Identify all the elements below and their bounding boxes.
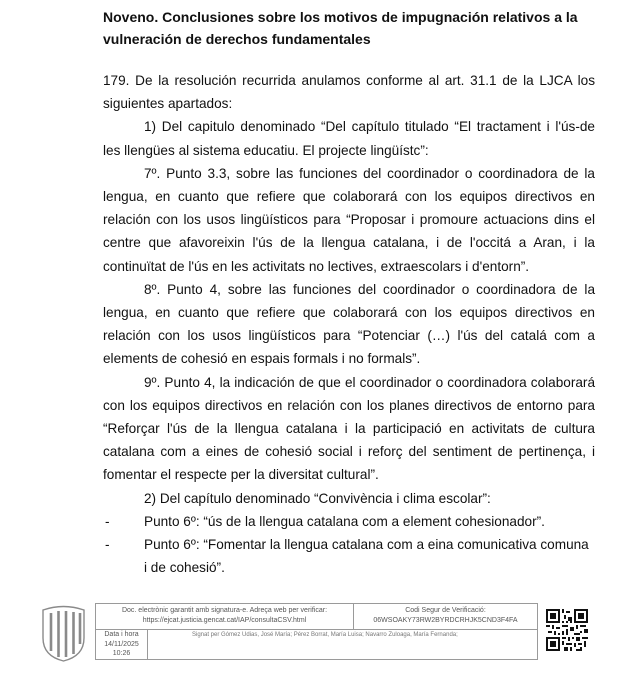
heading-line-2: vulneración de derechos fundamentales — [103, 31, 371, 47]
time-value: 10:26 — [112, 650, 131, 657]
bullet-dash: - — [105, 537, 110, 553]
document-body — [103, 69, 595, 579]
section-heading — [103, 6, 603, 50]
bullet-item — [103, 533, 595, 579]
paragraph-item-9: 9º. Punto 4, la indicación de que el coordinador o coordinadora colaborará con los equipos directivos en relación con los planes directivos de entorno para “Reforçar l'ús de la llengua catalana i la participació en activitats de cultura catalana com a eines de cohesió social i reforç del sentiment de pertinença, i fomentar el respecte per la diversitat cultural”. — [103, 374, 595, 483]
verification-code-label: Codi Segur de Verificació: — [405, 607, 486, 614]
paragraph-item-2: 2) Del capítulo denominado “Convivència i clima escolar”: — [144, 490, 491, 506]
bullet-text: Punto 6º: “Fomentar la llengua catalana com a eina comunicativa comuna i de cohesió”. — [144, 537, 589, 576]
signature-footer — [95, 603, 538, 660]
paragraph-item-7: 7º. Punto 3.3, sobre las funciones del coordinador o coordinadora de la lengua, en cuanto que refiere que colaborará con los equipos directivos en relación con los usos lingüísticos para “Proposar i promoure actuacions dins el centre que afavoreixin l'ús de la llengua catalana, i de l'occitá a Aran, i la continuïtat de l'ús en les activitats no lectives, extraescolars i d'entorn”. — [103, 165, 595, 274]
paragraph-179: 179. De la resolución recurrida anulamos conforme al art. 31.1 de la LJCA los siguientes apartados: — [103, 73, 595, 112]
qr-code-icon — [546, 609, 588, 651]
paragraph-item-1: 1) Del capitulo denominado “Del capítulo titulado “El tractament i l'ús-de les llengües al sistema educatiu. El projecte lingüístc”: — [103, 119, 595, 158]
verification-code-value: 06WSOAKY73RW2BYRDCRHJK5CND3F4FA — [373, 617, 518, 624]
verification-address-cell — [96, 604, 354, 629]
date-time-cell — [96, 629, 148, 659]
verification-url[interactable]: https://ejcat.justicia.gencat.cat/IAP/consultaCSV.html — [142, 617, 307, 624]
paragraph-item-8: 8º. Punto 4, sobre las funciones del coordinador o coordinadora de la lengua, en cuanto que refiere que colaborará con los equipos directivos en relación con los usos lingüísticos para “Potenciar (…) l'ús del catalá com a elements de cohesió en espais formals i no formals”. — [103, 281, 595, 367]
heading-line-1: Noveno. Conclusiones sobre los motivos de impugnación relativos a la — [103, 9, 578, 25]
verification-label: Doc. electrònic garantit amb signatura-e. Adreça web per verificar: — [121, 607, 328, 614]
verification-code-cell — [354, 604, 537, 629]
signers-text: Signat per Gómez Udias, José María; Pérez Borrat, María Luisa; Navarro Zuloaga, María Fernanda; — [192, 632, 458, 638]
date-label: Data i hora — [104, 631, 139, 638]
coat-of-arms-logo — [40, 604, 87, 662]
bullet-dash: - — [105, 513, 110, 529]
bullet-item — [103, 510, 595, 533]
bullet-text: Punto 6º: “ús de la llengua catalana com a element cohesionador”. — [144, 513, 545, 529]
date-value: 14/11/2025 — [104, 640, 139, 648]
